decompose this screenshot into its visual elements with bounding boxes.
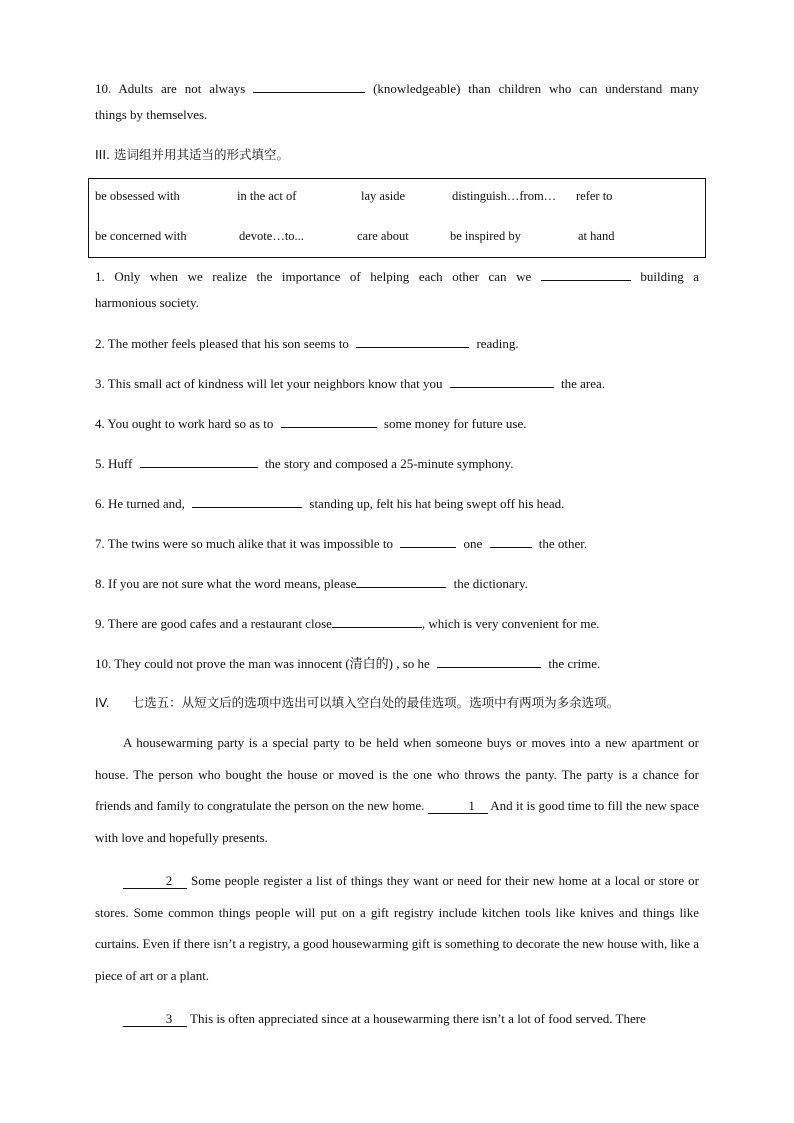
question-1-line2: harmonious society. xyxy=(95,295,199,310)
prev-question-10-line2: things by themselves. xyxy=(95,107,208,122)
answer-blank[interactable] xyxy=(140,455,258,468)
answer-blank[interactable] xyxy=(450,375,554,388)
question-3: 3. This small act of kindness will let your neighbors know that you the area. xyxy=(95,376,606,391)
question-10: 10. They could not prove the man was innocent (清白的) , so he the crime. xyxy=(95,656,601,671)
question-1-line1: 1. Only when we realize the importance of helping each other can we building a xyxy=(95,269,700,284)
phrase-item: in the act of xyxy=(237,189,297,203)
phrase-item: care about xyxy=(357,229,409,243)
phrase-item: at hand xyxy=(578,229,615,243)
answer-blank[interactable] xyxy=(356,335,469,348)
answer-blank[interactable] xyxy=(490,535,532,548)
numbered-blank-1[interactable]: 1 xyxy=(428,799,488,814)
passage-paragraph-2: 2 Some people register a list of things they want or need for their new home at a local or store or stores. Some common things people will put on a gift registry include kitchen tools like knives and things like curtains. Even if there isn’t a registry, a good housewarming gift is something to decorate the new house with, like a piece of art or a plant. xyxy=(95,873,699,983)
phrase-item: refer to xyxy=(576,189,613,203)
answer-blank[interactable] xyxy=(332,615,422,628)
numbered-blank-2[interactable]: 2 xyxy=(123,874,187,889)
passage-paragraph-1: A housewarming party is a special party to be held when someone buys or moves into a new apartment or house. The person who bought the house or moved is the one who throws the panty. The party is a chance for friends and family to congratulate the person on the new home. 1 And it is good time to fill the new space with love and hopefully presents. xyxy=(95,735,700,845)
numbered-blank-3[interactable]: 3 xyxy=(123,1012,187,1027)
phrase-item: lay aside xyxy=(361,189,406,203)
phrase-item: be inspired by xyxy=(450,229,521,243)
answer-blank[interactable] xyxy=(281,415,377,428)
passage-paragraph-3: 3 This is often appreciated since at a housewarming there isn’t a lot of food served. There xyxy=(95,1003,699,1035)
question-7: 7. The twins were so much alike that it was impossible to one the other. xyxy=(95,536,588,551)
phrase-item: be obsessed with xyxy=(95,189,180,203)
answer-blank[interactable] xyxy=(192,495,302,508)
answer-blank[interactable] xyxy=(437,655,541,668)
answer-blank[interactable] xyxy=(253,80,365,93)
question-9: 9. There are good cafes and a restaurant close , which is very convenient for me. xyxy=(95,616,600,631)
section-3-title: III. 选词组并用其适当的形式填空。 xyxy=(95,147,290,162)
question-4: 4. You ought to work hard so as to some money for future use. xyxy=(95,416,527,431)
answer-blank[interactable] xyxy=(541,268,631,281)
answer-blank[interactable] xyxy=(356,575,446,588)
question-2: 2. The mother feels pleased that his son seems to reading. xyxy=(95,336,519,351)
answer-blank[interactable] xyxy=(400,535,456,548)
phrase-item: distinguish…from… xyxy=(452,189,557,203)
word-box xyxy=(88,178,706,258)
question-8: 8. If you are not sure what the word means, please the dictionary. xyxy=(95,576,528,591)
section-4-title: IV. 七选五：从短文后的选项中选出可以填入空白处的最佳选项。选项中有两项为多余选项。 xyxy=(95,695,620,710)
question-6: 6. He turned and, standing up, felt his hat being swept off his head. xyxy=(95,496,565,511)
question-5: 5. Huff the story and composed a 25-minute symphony. xyxy=(95,456,514,471)
prev-question-10-line1: 10. Adults are not always (knowledgeable) than children who can understand many xyxy=(95,81,700,96)
phrase-item: devote…to... xyxy=(239,229,304,243)
phrase-item: be concerned with xyxy=(95,229,187,243)
